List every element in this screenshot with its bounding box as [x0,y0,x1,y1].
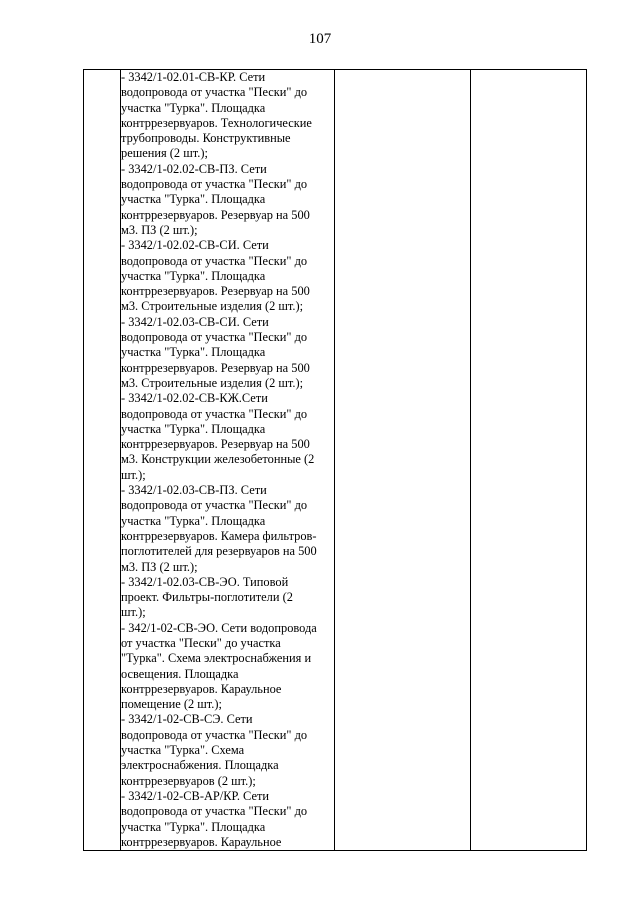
document-line: водопровода от участка "Пески" до [121,330,308,345]
document-table [83,69,587,851]
document-line: - 3342/1-02.03-СВ-ЭО. Типовой [121,574,289,589]
document-line: контррезервуаров. Камера фильтров- [121,528,317,543]
document-line: контррезервуаров. Караульное [121,834,282,849]
document-line: - 3342/1-02-СВ-СЭ. Сети [121,712,253,727]
document-line: участка "Турка". Площадка [121,513,266,528]
document-line: контррезервуаров. Резервуар на 500 [121,360,310,375]
document-line: контррезервуаров. Технологические [121,115,312,130]
table-cell-index [84,70,121,851]
document-line: контррезервуаров. Резервуар на 500 [121,284,310,299]
document-line: поглотителей для резервуаров на 500 [121,544,317,559]
document-line: от участка "Пески" до участка [121,635,281,650]
document-line: м3. ПЗ (2 шт.); [121,222,198,237]
document-line: шт.); [121,605,146,620]
document-line: м3. Строительные изделия (2 шт.); [121,375,304,390]
table-row [84,70,587,851]
document-line: водопровода от участка "Пески" до [121,498,308,513]
document-line: проект. Фильтры-поглотители (2 [121,590,293,605]
document-line: - 3342/1-02.03-СВ-СИ. Сети [121,314,269,329]
document-line: контррезервуаров. Резервуар на 500 [121,207,310,222]
document-line: контррезервуаров. Караульное [121,681,282,696]
document-line: водопровода от участка "Пески" до [121,85,308,100]
table-cell-col4 [471,70,587,851]
document-line: - 3342/1-02.02-СВ-ПЗ. Сети [121,161,267,176]
table-cell-col3 [335,70,471,851]
document-line: м3. Строительные изделия (2 шт.); [121,299,304,314]
document-line: водопровода от участка "Пески" до [121,727,308,742]
document-line: - 3342/1-02.03-СВ-ПЗ. Сети [121,483,267,498]
document-line: - 342/1-02-СВ-ЭО. Сети водопровода [121,620,317,635]
document-line: участка "Турка". Схема [121,743,245,758]
document-line: участка "Турка". Площадка [121,345,266,360]
document-line: - 3342/1-02.02-СВ-СИ. Сети [121,238,269,253]
document-line: водопровода от участка "Пески" до [121,804,308,819]
document-line: м3. Конструкции железобетонные (2 [121,452,315,467]
document-line: участка "Турка". Площадка [121,268,266,283]
document-line: "Турка". Схема электроснабжения и [121,651,312,666]
document-line: участка "Турка". Площадка [121,100,266,115]
document-line: - 3342/1-02-СВ-АР/КР. Сети [121,788,269,803]
document-list [121,70,334,850]
document-line: освещения. Площадка [121,666,239,681]
document-line: участка "Турка". Площадка [121,819,266,834]
document-line: водопровода от участка "Пески" до [121,406,308,421]
document-line: контррезервуаров. Резервуар на 500 [121,437,310,452]
document-line: трубопроводы. Конструктивные [121,131,291,146]
table-cell-documents [121,70,335,851]
document-line: помещение (2 шт.); [121,697,222,712]
document-line: решения (2 шт.); [121,146,208,161]
page-number: 107 [308,31,332,47]
document-line: контррезервуаров (2 шт.); [121,773,256,788]
document-line: шт.); [121,467,146,482]
document-line: электроснабжения. Площадка [121,758,279,773]
document-line: участка "Турка". Площадка [121,192,266,207]
document-line: водопровода от участка "Пески" до [121,177,308,192]
document-line: - 3342/1-02.01-СВ-КР. Сети [121,70,266,84]
document-line: участка "Турка". Площадка [121,421,266,436]
document-line: - 3342/1-02.02-СВ-КЖ.Сети [121,391,268,406]
document-line: водопровода от участка "Пески" до [121,253,308,268]
document-line: м3. ПЗ (2 шт.); [121,559,198,574]
